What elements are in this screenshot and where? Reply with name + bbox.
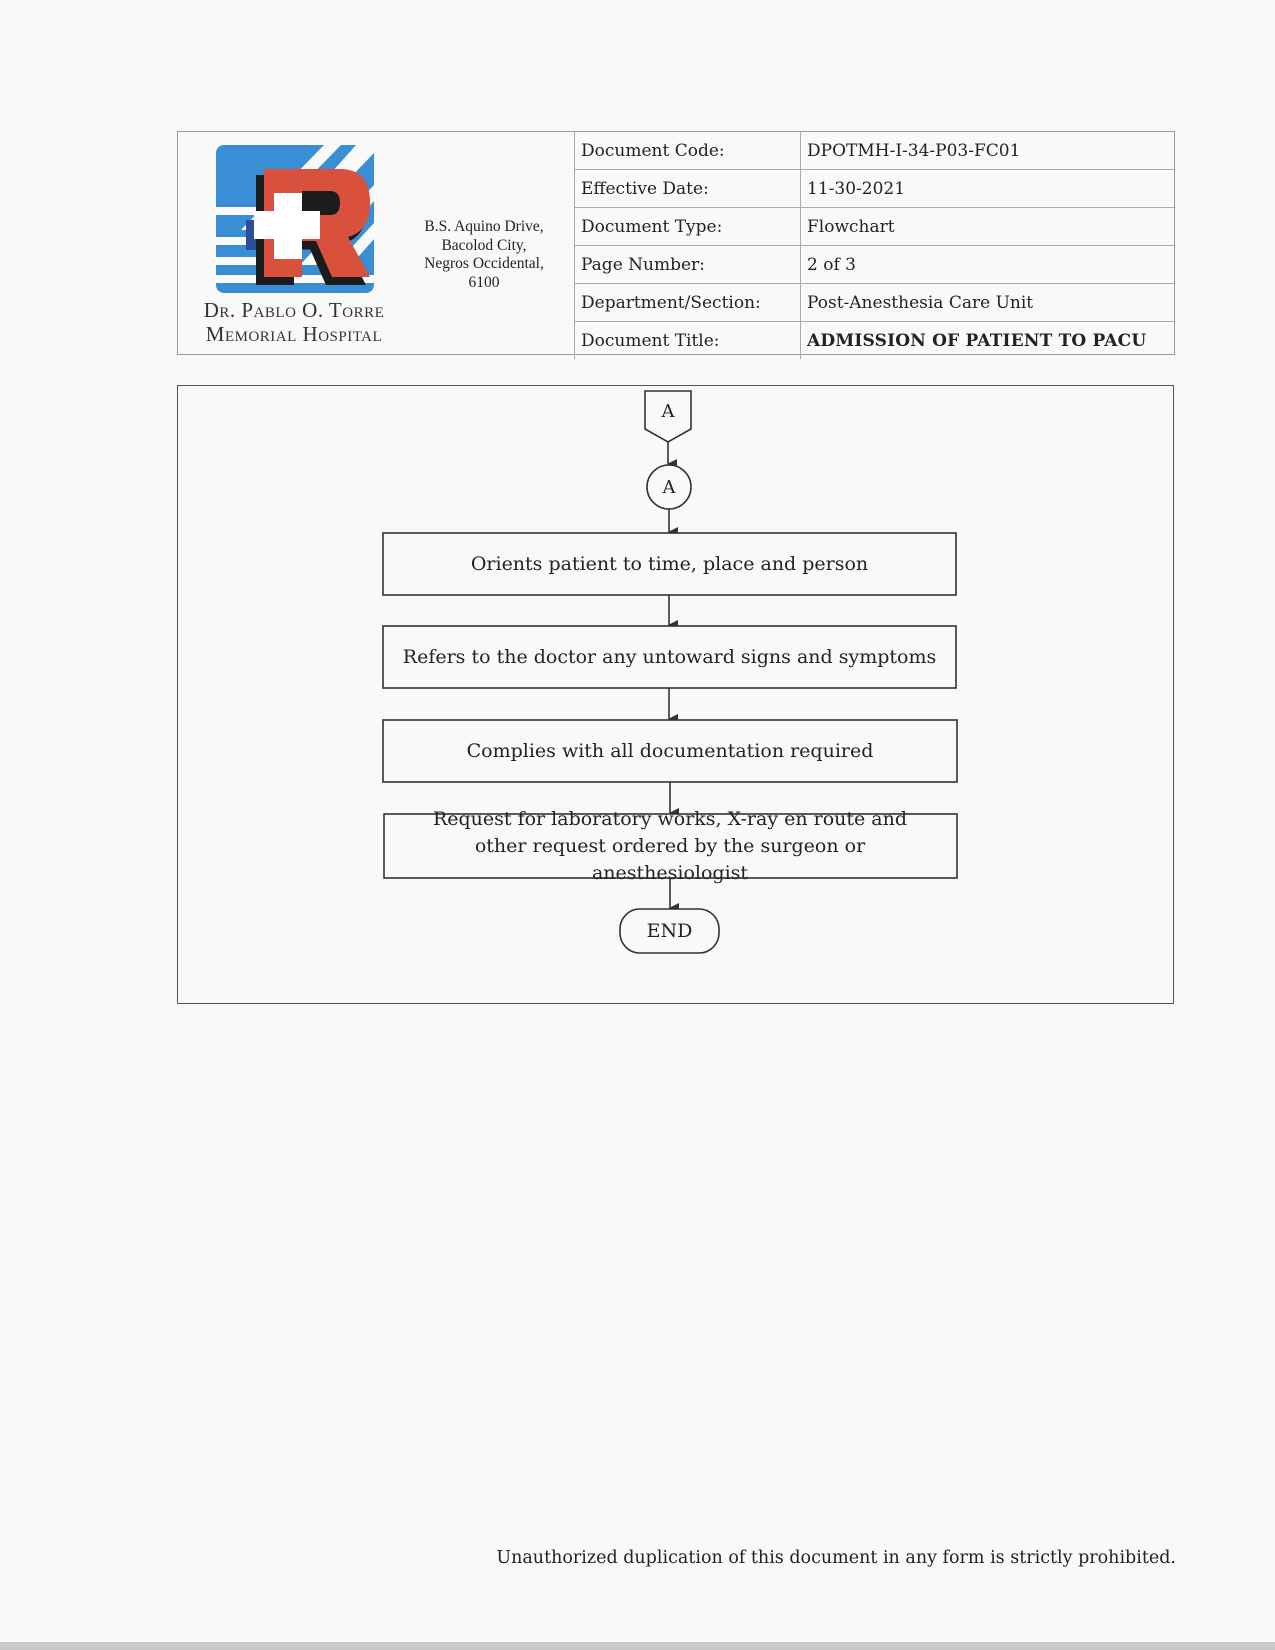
info-row-document-code — [575, 132, 1175, 170]
step-text: Request for laboratory works, X-ray en route and other request ordered by the surgeon or anesthesiologist — [432, 807, 908, 884]
info-value: 2 of 3 — [801, 246, 1175, 284]
info-value: 11-30-2021 — [801, 170, 1175, 208]
flowchart-frame — [177, 385, 1174, 1004]
document-header — [177, 131, 1175, 355]
terminator-label: END — [646, 919, 693, 942]
info-label: Department/Section: — [575, 284, 801, 322]
address-line: 6100 — [468, 273, 500, 291]
info-label: Page Number: — [575, 246, 801, 284]
info-value: DPOTMH-I-34-P03-FC01 — [801, 132, 1175, 170]
offpage-connector-label: A — [661, 400, 675, 422]
duplication-notice: Unauthorized duplication of this document in any form is strictly prohibited. — [496, 1548, 1176, 1568]
info-row-page-number — [575, 246, 1175, 284]
step-text: Refers to the doctor any untoward signs and symptoms — [402, 645, 937, 668]
info-label: Document Title: — [575, 322, 801, 360]
info-value: Post-Anesthesia Care Unit — [801, 284, 1175, 322]
hospital-name-line-2: Memorial Hospital — [205, 322, 383, 346]
info-label: Document Type: — [575, 208, 801, 246]
hospital-name — [186, 298, 402, 346]
step-text: Orients patient to time, place and person — [470, 552, 869, 575]
address-line: Bacolod City, — [441, 236, 527, 254]
info-row-effective-date — [575, 170, 1175, 208]
info-row-department — [575, 284, 1175, 322]
hospital-logo-icon — [216, 145, 374, 298]
hospital-name-line-1: Dr. Pablo O. Torre — [203, 298, 385, 322]
info-label: Document Code: — [575, 132, 801, 170]
page-edge — [0, 1642, 1275, 1650]
address-line: B.S. Aquino Drive, — [424, 218, 544, 235]
info-row-document-title — [575, 322, 1175, 360]
hospital-address — [400, 218, 568, 292]
step-text: Complies with all documentation required — [466, 739, 874, 762]
info-label: Effective Date: — [575, 170, 801, 208]
document-title: ADMISSION OF PATIENT TO PACU — [801, 322, 1175, 360]
info-row-document-type — [575, 208, 1175, 246]
onpage-connector-label: A — [662, 476, 676, 498]
document-info-table — [574, 132, 1174, 359]
info-value: Flowchart — [801, 208, 1175, 246]
hospital-brand — [178, 132, 574, 354]
address-line: Negros Occidental, — [424, 255, 544, 272]
